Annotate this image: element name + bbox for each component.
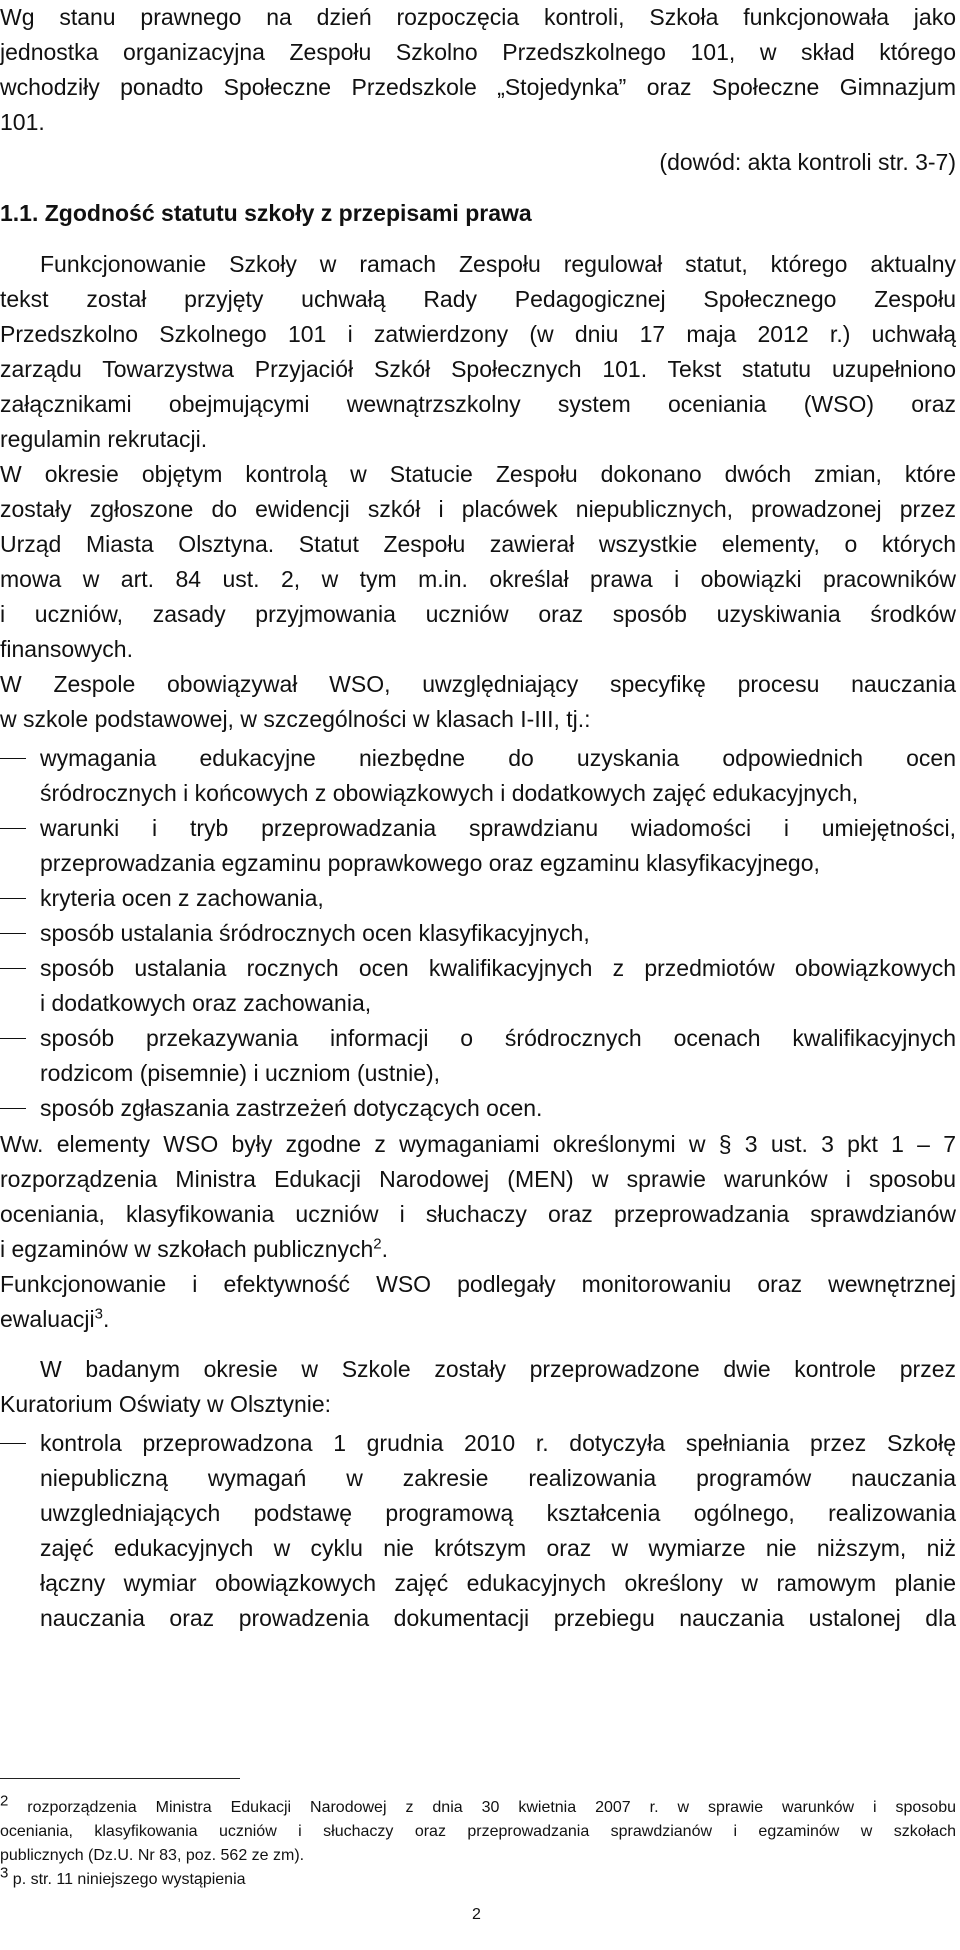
footnote-text: p. str. 11 niniejszego wystąpienia [12,1871,246,1888]
changes-line: W okresie objętym kontrolą w Statucie Zespołu dokonano dwóch zmian, które [0,461,956,487]
changes-line: mowa w art. 84 ust. 2, w tym m.in. określał prawa i obowiązki pracowników [0,566,956,592]
conformity-line: oceniania, klasyfikowania uczniów i słuchaczy oraz przeprowadzania sprawdzianów [0,1201,956,1227]
conformity-line-text: i egzaminów w szkołach publicznych [0,1236,374,1262]
list-item-line: rodzicom (pisemnie) i uczniom (ustnie), [40,1060,441,1086]
dash-bullet-icon [0,1443,26,1444]
changes-line: zostały zgłoszone do ewidencji szkół i placówek niepublicznych, prowadzonej przez [0,496,956,522]
list-item-line: sposób przekazywania informacji o śródrocznych ocenach kwalifikacyjnych [40,1025,956,1051]
footnote-number: 2 [0,1792,9,1810]
changes-paragraph [0,457,956,667]
dash-bullet-icon [0,968,26,969]
list-item [0,916,956,951]
statute-line: regulamin rekrutacji. [0,426,208,452]
wso-intro-line: W Zespole obowiązywał WSO, uwzględniający specyfikę procesu nauczania [0,671,956,697]
wso-intro-paragraph [0,667,956,737]
list-item [0,951,956,1021]
conformity-line: rozporządzenia Ministra Edukacji Narodowej (MEN) w sprawie warunków i sposobu [0,1166,956,1192]
footnote-line [0,1864,956,1892]
list-item [0,881,956,916]
list-item-line: łączny wymiar obowiązkowych zajęć edukacyjnych określony w ramowym planie [40,1570,956,1596]
footnote-2 [0,1792,956,1868]
dash-bullet-icon [0,758,26,759]
list-item-line: przeprowadzania egzaminu poprawkowego oraz egzaminu klasyfikacyjnego, [40,850,820,876]
conformity-line: Ww. elementy WSO były zgodne z wymaganiami określonymi w § 3 ust. 3 pkt 1 – 7 [0,1131,956,1157]
statute-paragraph [0,247,956,457]
list-item-line: nauczania oraz prowadzenia dokumentacji przebiegu nauczania ustalonej dla [40,1605,956,1631]
intro-line: wchodziły ponadto Społeczne Przedszkole „Stojedynka” oraz Społeczne Gimnazjum [0,74,956,100]
conformity-line: i egzaminów w szkołach publicznych$^2$. [0,1235,389,1262]
footnote-3 [0,1864,956,1892]
list-item-line: niepubliczną wymagań w zakresie realizowania programów nauczania [40,1465,956,1491]
statute-line: zarządu Towarzystwa Przyjaciół Szkół Społecznych 101. Tekst statutu uzupełniono [0,356,956,382]
statute-line: załącznikami obejmującymi wewnątrzszkolny system oceniania (WSO) oraz [0,391,956,417]
footnote-ref[interactable]: 3 [94,1305,103,1323]
list-item [0,811,956,881]
list-item-line: śródrocznych i końcowych z obowiązkowych i dodatkowych zajęć edukacyjnych, [40,780,859,806]
page-number: 2 [472,1906,481,1923]
list-item-line: sposób ustalania rocznych ocen kwalifikacyjnych z przedmiotów obowiązkowych [40,955,956,981]
monitoring-paragraph [0,1267,956,1337]
footnote-ref[interactable]: 2 [373,1235,382,1253]
list-item-line: kontrola przeprowadzona 1 grudnia 2010 r. dotyczyła spełniania przez Szkołę [40,1430,956,1456]
statute-line: tekst został przyjęty uchwałą Rady Pedagogicznej Społecznego Zespołu [0,286,956,312]
wso-elements-list [0,741,956,1126]
list-item [0,1091,956,1126]
footnote-line: publicznych (Dz.U. Nr 83, poz. 562 ze zm). [0,1847,305,1864]
dash-bullet-icon [0,1038,26,1039]
wso-conformity-paragraph [0,1127,956,1267]
footnote-number: 3 [0,1864,9,1882]
list-item-line: sposób zgłaszania zastrzeżeń dotyczących ocen. [40,1095,543,1121]
dash-bullet-icon [0,828,26,829]
monitoring-line: Funkcjonowanie i efektywność WSO podlegały monitorowaniu oraz wewnętrznej [0,1271,956,1297]
intro-paragraph [0,0,956,140]
footnote-line [0,1792,956,1820]
inspections-list [0,1426,956,1636]
list-item-line: wymagania edukacyjne niezbędne do uzyskania odpowiednich ocen [40,745,956,771]
changes-line: Urząd Miasta Olsztyna. Statut Zespołu zawierał wszystkie elementy, o których [0,531,956,557]
dash-bullet-icon [0,898,26,899]
statute-line: Przedszkolno Szkolnego 101 i zatwierdzony (w dniu 17 maja 2012 r.) uchwałą [0,321,956,347]
monitoring-line-text: ewaluacji [0,1306,95,1332]
list-item-line: sposób ustalania śródrocznych ocen klasyfikacyjnych, [40,920,590,946]
dash-bullet-icon [0,1108,26,1109]
list-item-line: kryteria ocen z zachowania, [40,885,324,911]
list-item-line: i dodatkowych oraz zachowania, [40,990,372,1016]
list-item [0,1426,956,1636]
wso-intro-line: w szkole podstawowej, w szczególności w klasach I-III, tj.: [0,706,591,732]
changes-line: i uczniów, zasady przyjmowania uczniów oraz sposób uzyskiwania środków [0,601,956,627]
list-item-line: uwzgledniających podstawę programową kształcenia ogólnego, realizowania [40,1500,956,1526]
intro-line: jednostka organizacyjna Zespołu Szkolno Przedszkolnego 101, w skład którego [0,39,956,65]
list-item [0,1021,956,1091]
inspections-line: Kuratorium Oświaty w Olsztynie: [0,1391,332,1417]
inspections-paragraph [0,1352,956,1422]
statute-line: Funkcjonowanie Szkoły w ramach Zespołu regulował statut, którego aktualny [40,251,956,277]
inspections-line: W badanym okresie w Szkole zostały przeprowadzone dwie kontrole przez [40,1356,956,1382]
intro-line: 101. [0,109,45,135]
section-heading: 1.1. Zgodność statutu szkoły z przepisami prawa [0,200,532,226]
footnote-line: oceniania, klasyfikowania uczniów i słuchaczy oraz przeprowadzania sprawdzianów i egzaminów w szkołach [0,1823,956,1840]
footnote-separator [0,1778,240,1779]
footnote-text: rozporządzenia Ministra Edukacji Narodowej z dnia 30 kwietnia 2007 r. w sprawie warunków i sposobu [27,1799,956,1816]
changes-line: finansowych. [0,636,133,662]
list-item-line: zajęć edukacyjnych w cyklu nie krótszym oraz w wymiarze nie niższym, niż [40,1535,956,1561]
monitoring-line: ewaluacji$^3$. [0,1305,110,1332]
list-item [0,741,956,811]
dash-bullet-icon [0,933,26,934]
intro-line: Wg stanu prawnego na dzień rozpoczęcia kontroli, Szkoła funkcjonowała jako [0,4,956,30]
evidence-reference: (dowód: akta kontroli str. 3-7) [659,149,956,175]
list-item-line: warunki i tryb przeprowadzania sprawdzianu wiadomości i umiejętności, [40,815,956,841]
